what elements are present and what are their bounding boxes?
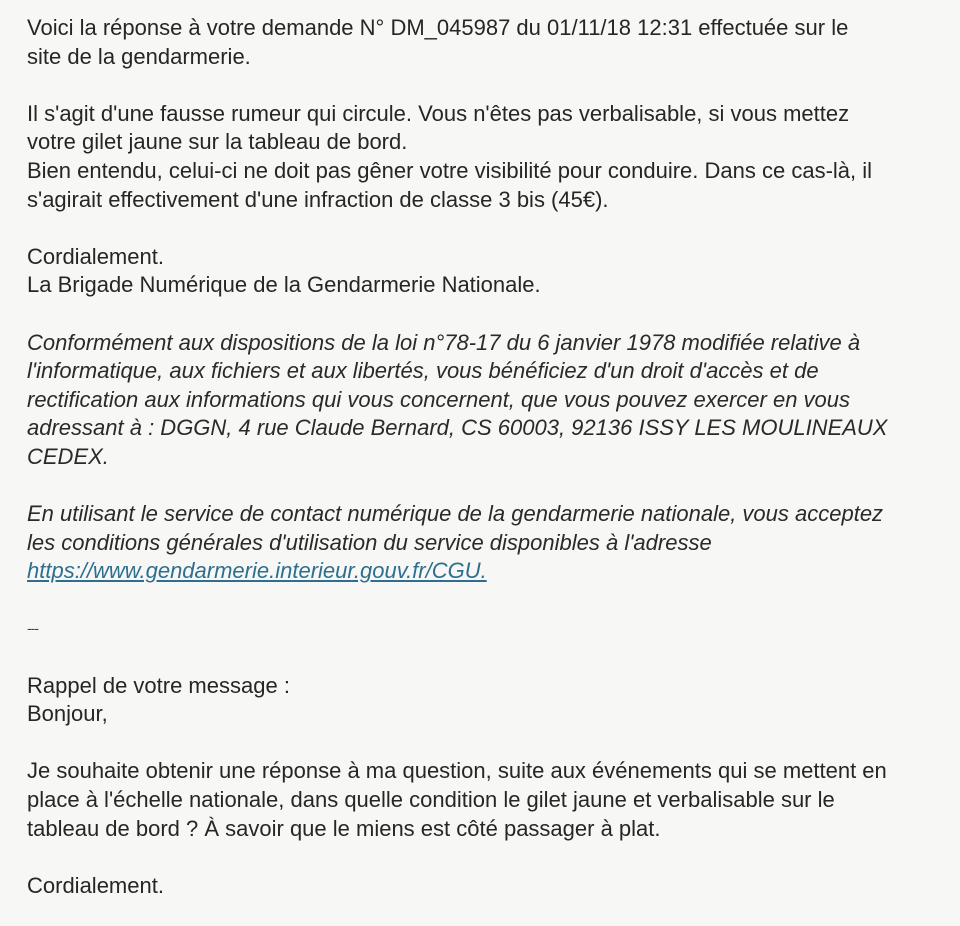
- text-line: rectification aux informations qui vous concernent, que vous pouvez exercer en vous: [27, 386, 851, 412]
- text-line: site de la gendarmerie.: [27, 43, 251, 69]
- text-line: CEDEX.: [27, 443, 109, 469]
- text-line: votre gilet jaune sur la tableau de bord.: [27, 129, 408, 155]
- text-line: place à l'échelle nationale, dans quelle condition le gilet jaune et verbalisable sur le: [27, 787, 835, 813]
- text-line: l'informatique, aux fichiers et aux libertés, vous bénéficiez d'un droit d'accès et de: [27, 358, 819, 384]
- cgu-link[interactable]: https://www.gendarmerie.interieur.gouv.fr/CGU.: [27, 558, 487, 584]
- original-message: [27, 672, 960, 901]
- text-line: Bien entendu, celui-ci ne doit pas gêner votre visibilité pour conduire. Dans ce cas-là, il: [27, 157, 873, 183]
- text-line: adressant à : DGGN, 4 rue Claude Bernard, CS 60003, 92136 ISSY LES MOULINEAUX: [27, 415, 888, 441]
- reply-signoff: [27, 243, 960, 300]
- text-line: Il s'agit d'une fausse rumeur qui circule. Vous n'êtes pas verbalisable, si vous mettez: [27, 100, 850, 126]
- text-line: les conditions générales d'utilisation du service disponibles à l'adresse: [27, 529, 712, 555]
- link-line: [27, 557, 960, 586]
- text-line: Conformément aux dispositions de la loi n°78-17 du 6 janvier 1978 modifiée relative à: [27, 329, 861, 355]
- text-line: Je souhaite obtenir une réponse à ma question, suite aux événements qui se mettent en: [27, 758, 887, 784]
- original-message-header: Rappel de votre message :: [27, 672, 290, 698]
- greeting-text: Bonjour,: [27, 701, 108, 727]
- signature-text: La Brigade Numérique de la Gendarmerie Nationale.: [27, 272, 541, 298]
- legal-notice: [27, 329, 960, 472]
- closing-text: Cordialement.: [27, 872, 164, 898]
- text-line: Voici la réponse à votre demande N° DM_045987 du 01/11/18 12:31 effectuée sur le: [27, 15, 849, 40]
- text-line: tableau de bord ? À savoir que le miens est côté passager à plat.: [27, 815, 661, 841]
- reply-body: [27, 100, 960, 214]
- terms-notice: [27, 500, 960, 586]
- text-line: En utilisant le service de contact numérique de la gendarmerie nationale, vous acceptez: [27, 501, 884, 527]
- reply-intro: [27, 14, 960, 71]
- closing-text: Cordialement.: [27, 243, 164, 269]
- text-line: s'agirait effectivement d'une infraction de classe 3 bis (45€).: [27, 186, 609, 212]
- separator-line: ---: [27, 620, 38, 637]
